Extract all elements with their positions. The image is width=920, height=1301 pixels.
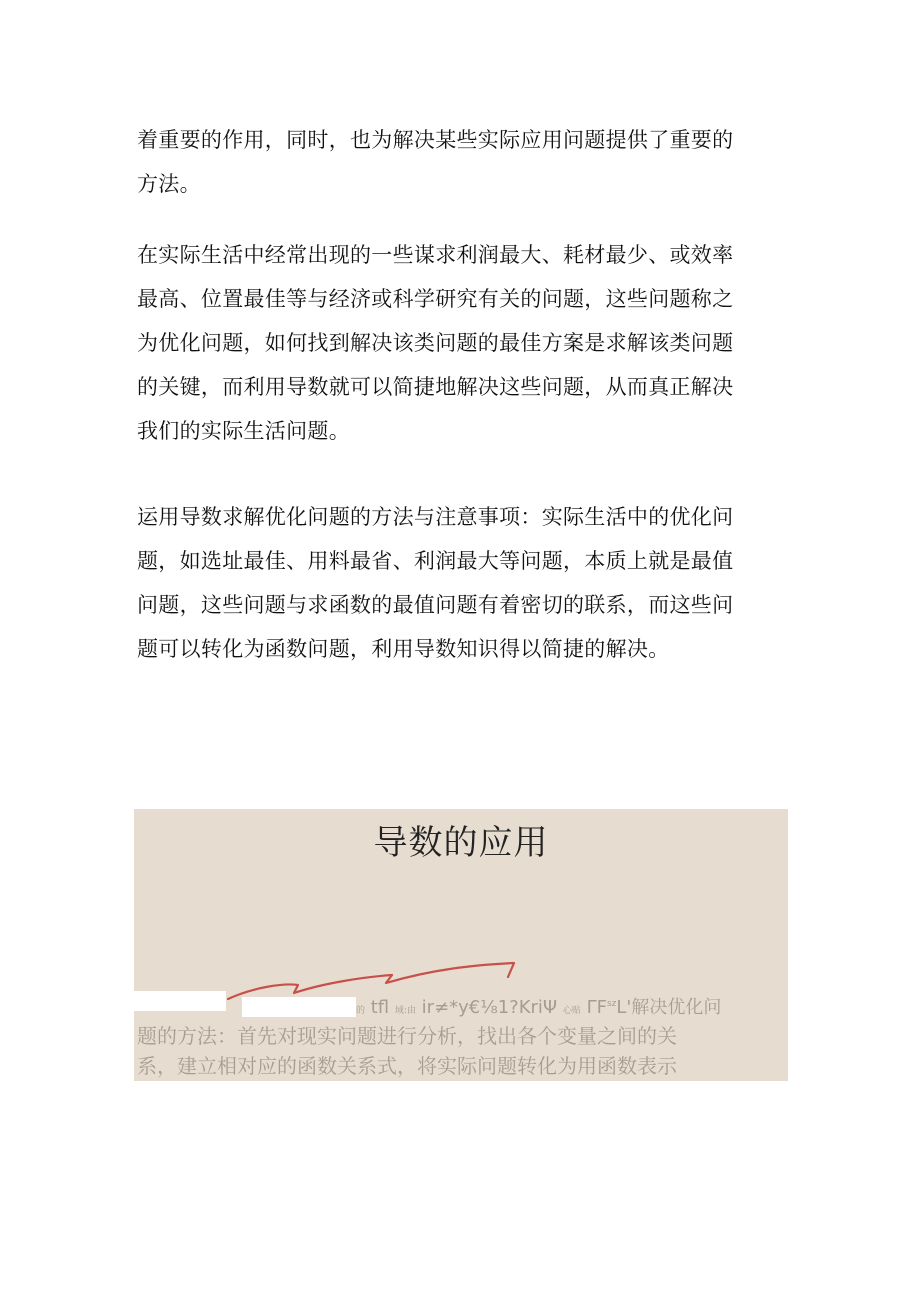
paragraph-2 — [137, 233, 797, 453]
paragraph-line: 问题，这些问题与求函数的最值问题有着密切的联系，而这些问 — [137, 593, 734, 617]
paragraph-line: 在实际生活中经常出现的一些谋求利润最大、耗材最少、或效率 — [137, 243, 734, 267]
paragraph-line: 着重要的作用，同时，也为解决某些实际应用问题提供了重要的 — [137, 128, 734, 152]
slide-text-line: 题的方法：首先对现实问题进行分析，找出各个变量之间的关 — [137, 1024, 677, 1048]
white-mask — [134, 991, 226, 1011]
garbled-ocr-text: 的 tfl 域:由 ir≠*y€⅛1?KriΨ 心贴 $\Gamma F^{sz}L'$解决优化问 — [356, 997, 722, 1018]
white-mask — [242, 997, 356, 1017]
slide-text-line: 系，建立相对应的函数关系式，将实际问题转化为用函数表示 — [137, 1054, 677, 1078]
paragraph-line: 运用导数求解优化问题的方法与注意事项：实际生活中的优化问 — [137, 505, 734, 529]
paragraph-line: 题，如选址最佳、用料最省、利润最大等问题，本质上就是最值 — [137, 549, 734, 573]
paragraph-line: 的关键，而利用导数就可以简捷地解决这些问题，从而真正解决 — [137, 375, 734, 399]
slide-title: 导数的应用 — [373, 823, 549, 863]
paragraph-3 — [137, 495, 797, 671]
paragraph-line: 题可以转化为函数问题，利用导数知识得以简捷的解决。 — [137, 637, 670, 661]
slide-image — [134, 809, 788, 1081]
paragraph-line: 我们的实际生活问题。 — [137, 419, 350, 443]
paragraph-1 — [137, 118, 797, 206]
paragraph-line: 最高、位置最佳等与经济或科学研究有关的问题，这些问题称之 — [137, 287, 734, 311]
paragraph-line: 为优化问题，如何找到解决该类问题的最佳方案是求解该类问题 — [137, 331, 734, 355]
paragraph-line: 方法。 — [137, 172, 201, 196]
